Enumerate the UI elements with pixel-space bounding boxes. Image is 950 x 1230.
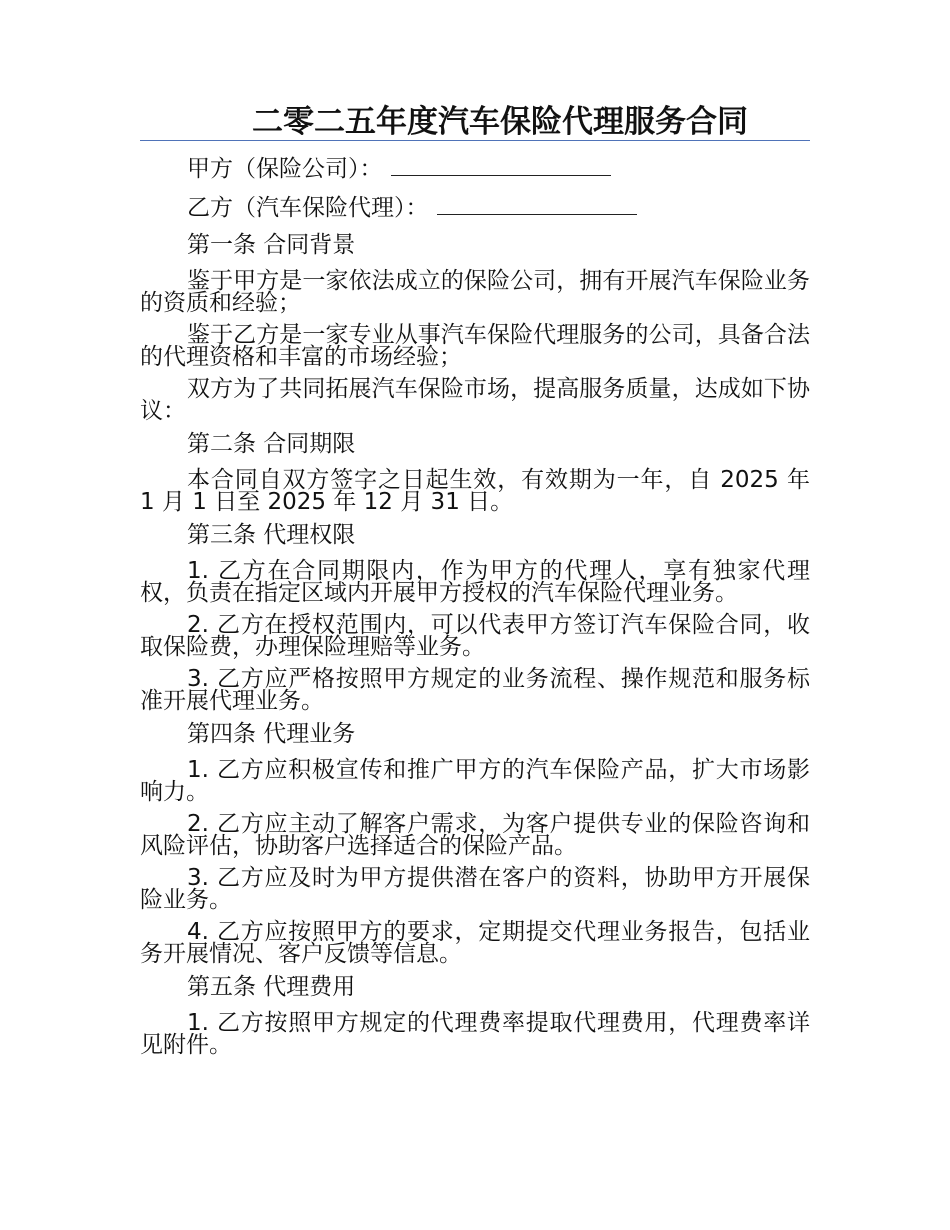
- paragraph: [140, 270, 810, 314]
- paragraph-text: 3. 乙方应严格按照甲方规定的业务流程、操作规范和服务标准开展代理业务。: [140, 666, 810, 714]
- party-a-blank: [391, 155, 611, 176]
- paragraph-text: 鉴于乙方是一家专业从事汽车保险代理服务的公司，具备合法的代理资格和丰富的市场经验；: [140, 322, 810, 370]
- document-title: 二零二五年度汽车保险代理服务合同: [252, 104, 748, 140]
- paragraph: [140, 668, 810, 712]
- paragraph-text: 4. 乙方应按照甲方的要求，定期提交代理业务报告，包括业务开展情况、客户反馈等信息。: [140, 919, 810, 967]
- paragraph: [140, 867, 810, 911]
- paragraph: [140, 921, 810, 965]
- paragraph-text: 1. 乙方应积极宣传和推广甲方的汽车保险产品，扩大市场影响力。: [140, 757, 810, 805]
- party-a-label: 甲方（保险公司）：: [187, 156, 383, 182]
- section-heading: 第一条 合同背景: [187, 232, 356, 258]
- paragraph: [140, 1012, 810, 1056]
- paragraph: [140, 469, 810, 513]
- section-heading: 第四条 代理业务: [187, 721, 356, 747]
- party-b-label: 乙方（汽车保险代理）：: [187, 195, 429, 221]
- paragraph-text: 2. 乙方在授权范围内，可以代表甲方签订汽车保险合同，收取保险费，办理保险理赔等业务。: [140, 612, 810, 660]
- paragraph: [140, 324, 810, 368]
- paragraph-text: 鉴于甲方是一家依法成立的保险公司，拥有开展汽车保险业务的资质和经验；: [140, 268, 810, 316]
- paragraph-text: 双方为了共同拓展汽车保险市场，提高服务质量，达成如下协议：: [140, 376, 810, 424]
- paragraph-text: 3. 乙方应及时为甲方提供潜在客户的资料，协助甲方开展保险业务。: [140, 865, 810, 913]
- title-divider: [140, 140, 810, 141]
- party-b-blank: [437, 194, 637, 215]
- paragraph: [140, 759, 810, 803]
- paragraph-text: 本合同自双方签字之日起生效，有效期为一年，自 2025 年 1 月 1 日至 2025 年 12 月 31 日。: [140, 467, 810, 515]
- section-heading: 第五条 代理费用: [187, 974, 356, 1000]
- paragraph: [140, 378, 810, 422]
- paragraph-text: 1. 乙方在合同期限内，作为甲方的代理人，享有独家代理权，负责在指定区域内开展甲方授权的汽车保险代理业务。: [140, 558, 810, 606]
- paragraph: [140, 813, 810, 857]
- paragraph: [140, 560, 810, 604]
- party-a-line: [140, 155, 810, 182]
- section-heading: 第二条 合同期限: [187, 431, 356, 457]
- paragraph-text: 2. 乙方应主动了解客户需求，为客户提供专业的保险咨询和风险评估，协助客户选择适合的保险产品。: [140, 811, 810, 859]
- contract-page: [140, 100, 810, 1066]
- paragraph: [140, 614, 810, 658]
- section-heading: 第三条 代理权限: [187, 522, 356, 548]
- paragraph-text: 1. 乙方按照甲方规定的代理费率提取代理费用，代理费率详见附件。: [140, 1010, 810, 1058]
- party-b-line: [140, 194, 810, 221]
